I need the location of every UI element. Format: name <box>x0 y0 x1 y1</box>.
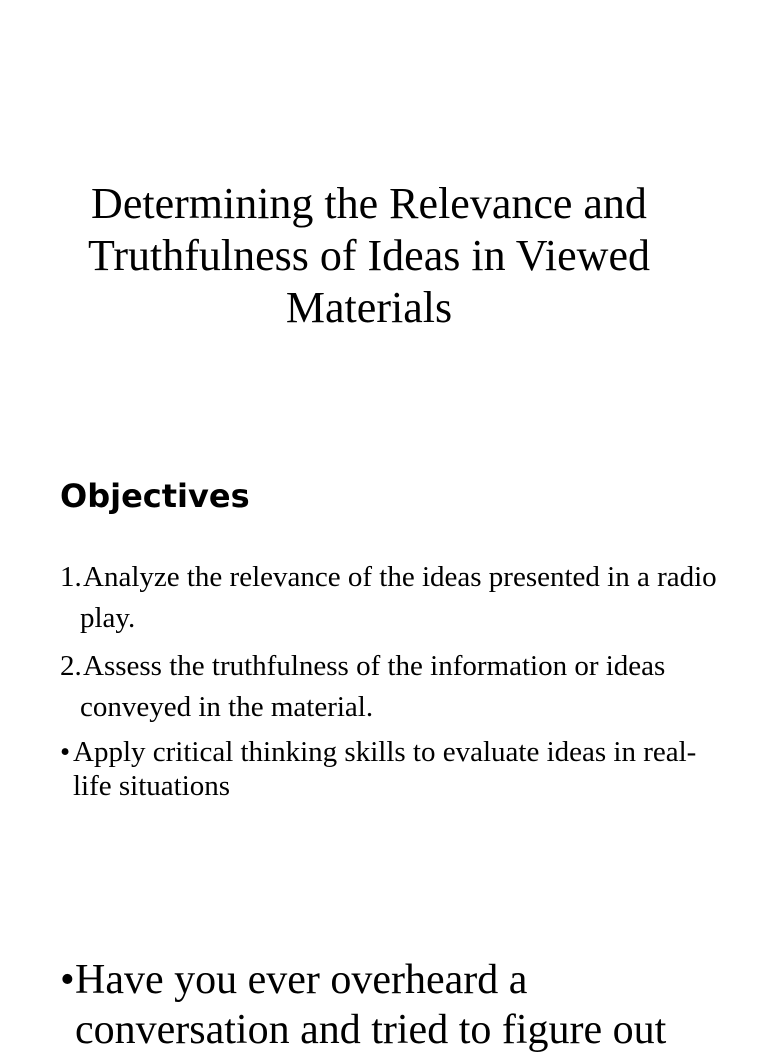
objectives-heading: Objectives <box>60 477 250 515</box>
bullet-icon: • <box>60 957 75 1003</box>
objective-text: Analyze the relevance of the ideas presented in a radio play. <box>80 561 717 634</box>
objective-item-1 <box>60 557 720 639</box>
objective-number: 1. <box>60 561 82 593</box>
next-slide-bullet <box>60 955 735 1055</box>
next-slide-text: Have you ever overheard a conversation and tried to figure out <box>75 957 667 1053</box>
slide-title: Determining the Relevance and Truthfulness of Ideas in Viewed Materials <box>88 179 650 332</box>
objective-item-2 <box>60 646 720 728</box>
bullet-icon: • <box>60 736 71 768</box>
objective-item-3 <box>60 735 720 803</box>
objective-text: Assess the truthfulness of the information or ideas conveyed in the material. <box>80 650 666 723</box>
objectives-list <box>60 557 720 803</box>
objective-number: 2. <box>60 650 82 682</box>
objective-text: Apply critical thinking skills to evaluate ideas in real-life situations <box>73 736 697 802</box>
